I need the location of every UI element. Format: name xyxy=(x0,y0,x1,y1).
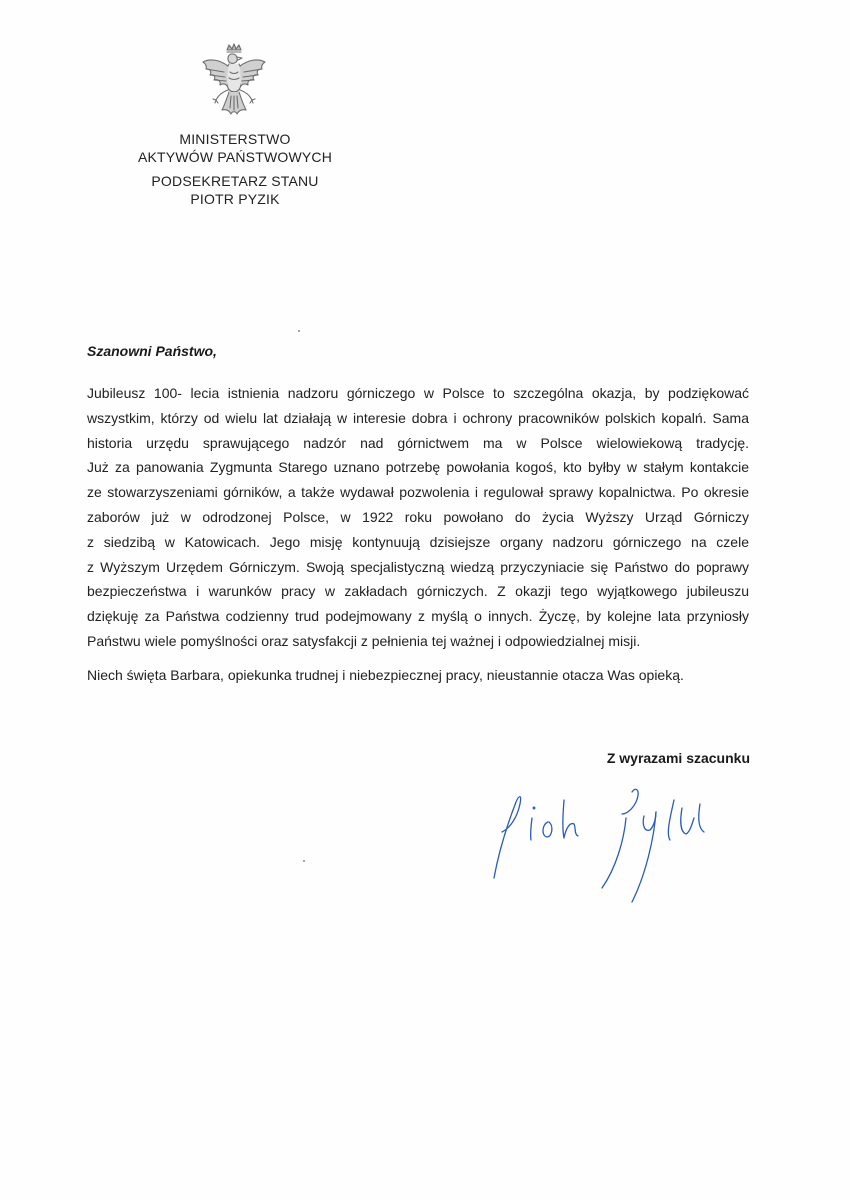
paragraph-line: Jubileusz 100- lecia istnienia nadzoru górniczego w Polsce to szczególna okazja, by podziękować xyxy=(87,385,749,401)
paragraph-line: z siedzibą w Katowicach. Jego misję kontynuują dzisiejsze organy nadzoru górniczego na czele xyxy=(87,533,749,550)
ministry-name xyxy=(110,130,360,166)
ministry-name-line-2: AKTYWÓW PAŃSTWOWYCH xyxy=(137,149,333,165)
paragraph-line: Już za panowania Zygmunta Starego uznano potrzebę powołania kogoś, kto byłby w stałym kontakcie xyxy=(87,459,749,476)
official-name: PIOTR PYZIK xyxy=(190,191,280,207)
paragraph-line: ze stowarzyszeniami górników, a także wydawał pozwolenia i regulował sprawy kopalnictwa. Po okresie xyxy=(87,484,749,501)
paragraph-line: wszystkim, którzy od wielu lat działają w interesie dobra i ochrony pracowników polskich kopalń. Sama xyxy=(87,409,749,426)
handwritten-signature-icon xyxy=(486,778,746,908)
scan-speck xyxy=(303,860,305,862)
ministry-name-line-1: MINISTERSTWO xyxy=(179,131,291,147)
salutation: Szanowni Państwo, xyxy=(87,343,217,359)
regards: Z wyrazami szacunku xyxy=(606,750,750,766)
paragraph-line: zaborów już w odrodzonej Polsce, w 1922 roku powołano do życia Wyższy Urząd Górniczy xyxy=(87,508,749,525)
paragraph-line: bezpieczeństwa i warunków pracy w zakładach górniczych. Z okazji tego wyjątkowego jubileuszu xyxy=(87,583,749,600)
paragraph-line: historia urzędu sprawującego nadzór nad górnictwem ma w Polsce wielowiekową tradycję. xyxy=(87,434,749,451)
paragraph-line: z Wyższym Urzędem Górniczym. Swoją specjalistyczną wiedzą przyczyniacie się Państwo do poprawy xyxy=(87,558,749,575)
official-block xyxy=(110,172,360,208)
scan-speck xyxy=(298,330,300,332)
official-title: PODSEKRETARZ STANU xyxy=(151,173,319,189)
paragraph-line: dziękuję za Państwa codzienny trud podejmowany z myślą o innych. Życzę, by kolejne lata przyniosły xyxy=(87,608,749,625)
polish-eagle-emblem-icon xyxy=(198,42,270,122)
paragraph-line: Państwu wiele pomyślności oraz satysfakcji z pełnienia tej ważnej i odpowiedzialnej misji. xyxy=(87,632,641,649)
main-paragraph xyxy=(87,381,749,654)
closing-paragraph: Niech święta Barbara, opiekunka trudnej i niebezpiecznej pracy, nieustannie otacza Was opieką. xyxy=(87,667,684,683)
